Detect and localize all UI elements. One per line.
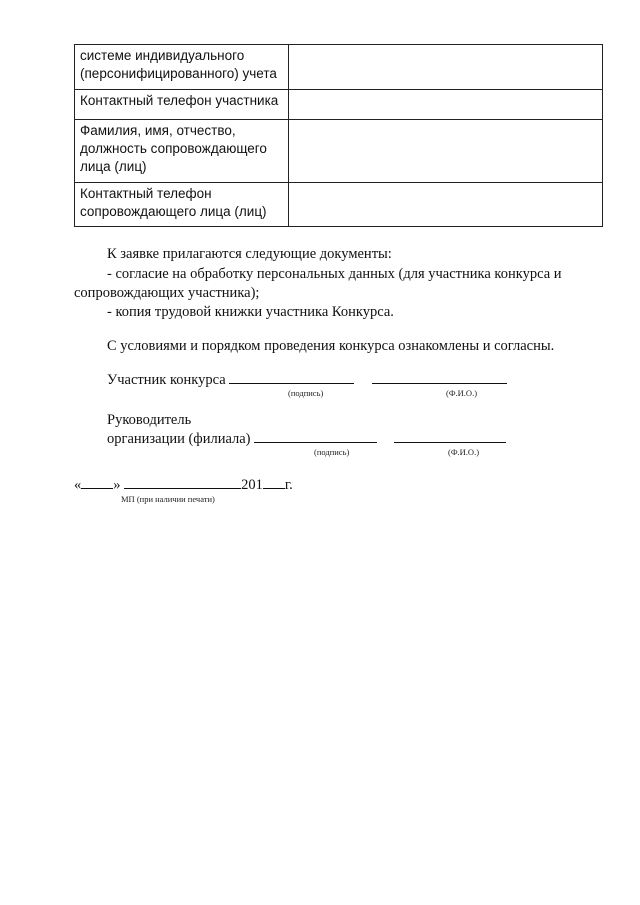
table-row xyxy=(75,183,603,227)
date-year-field[interactable] xyxy=(263,475,285,489)
date-year-suffix: г. xyxy=(284,477,293,493)
head-signature-caption: (подпись) xyxy=(314,447,350,457)
table-cell-value[interactable] xyxy=(289,183,603,227)
head-name-field[interactable] xyxy=(394,429,506,443)
date-year-prefix: 201 xyxy=(241,477,263,493)
table-row xyxy=(75,45,603,90)
row-label: Контактный телефон сопровождающего лица (лиц) xyxy=(80,186,267,219)
table-cell-value[interactable] xyxy=(289,90,603,120)
participant-name-caption: (Ф.И.О.) xyxy=(446,388,478,398)
head-name-caption: (Ф.И.О.) xyxy=(448,447,480,457)
date-open-quote: « xyxy=(74,477,82,493)
attachment-item-consent: - согласие на обработку персональных данных (для участника конкурса и xyxy=(107,266,562,282)
attachment-item-consent-cont: сопровождающих участника); xyxy=(74,285,260,301)
row-label: Фамилия, имя, отчество, должность сопровождающего лица (лиц) xyxy=(80,123,267,174)
participant-info-table xyxy=(74,44,603,227)
table-row xyxy=(75,90,603,120)
row-label: Контактный телефон участника xyxy=(80,93,279,108)
participant-label: Участник конкурса xyxy=(107,372,226,388)
participant-name-field[interactable] xyxy=(372,370,507,384)
date-day-field[interactable] xyxy=(81,475,113,489)
table-cell-label xyxy=(75,90,289,120)
date-month-field[interactable] xyxy=(124,475,241,489)
participant-signature-caption: (подпись) xyxy=(288,388,324,398)
head-label-line2: организации (филиала) xyxy=(107,431,251,447)
table-cell-label xyxy=(75,120,289,183)
head-signature-field[interactable] xyxy=(254,429,377,443)
head-label-line1: Руководитель xyxy=(107,412,192,428)
date-close-quote: » xyxy=(113,477,121,493)
attachments-intro: К заявке прилагаются следующие документы: xyxy=(107,246,392,262)
date-line xyxy=(74,475,293,495)
participant-signature-field[interactable] xyxy=(229,370,354,384)
head-signature-line xyxy=(107,429,506,449)
attachment-item-workbook: - копия трудовой книжки участника Конкурса. xyxy=(107,304,394,320)
table-cell-value[interactable] xyxy=(289,120,603,183)
table-row xyxy=(75,120,603,183)
row-label: системе индивидуального (персонифицированного) учета xyxy=(80,48,277,81)
agreement-text: С условиями и порядком проведения конкурса ознакомлены и согласны. xyxy=(107,338,555,354)
participant-signature-line xyxy=(107,370,507,390)
table-cell-label xyxy=(75,183,289,227)
table-cell-label xyxy=(75,45,289,90)
stamp-caption: МП (при наличии печати) xyxy=(121,494,215,504)
table-cell-value[interactable] xyxy=(289,45,603,90)
